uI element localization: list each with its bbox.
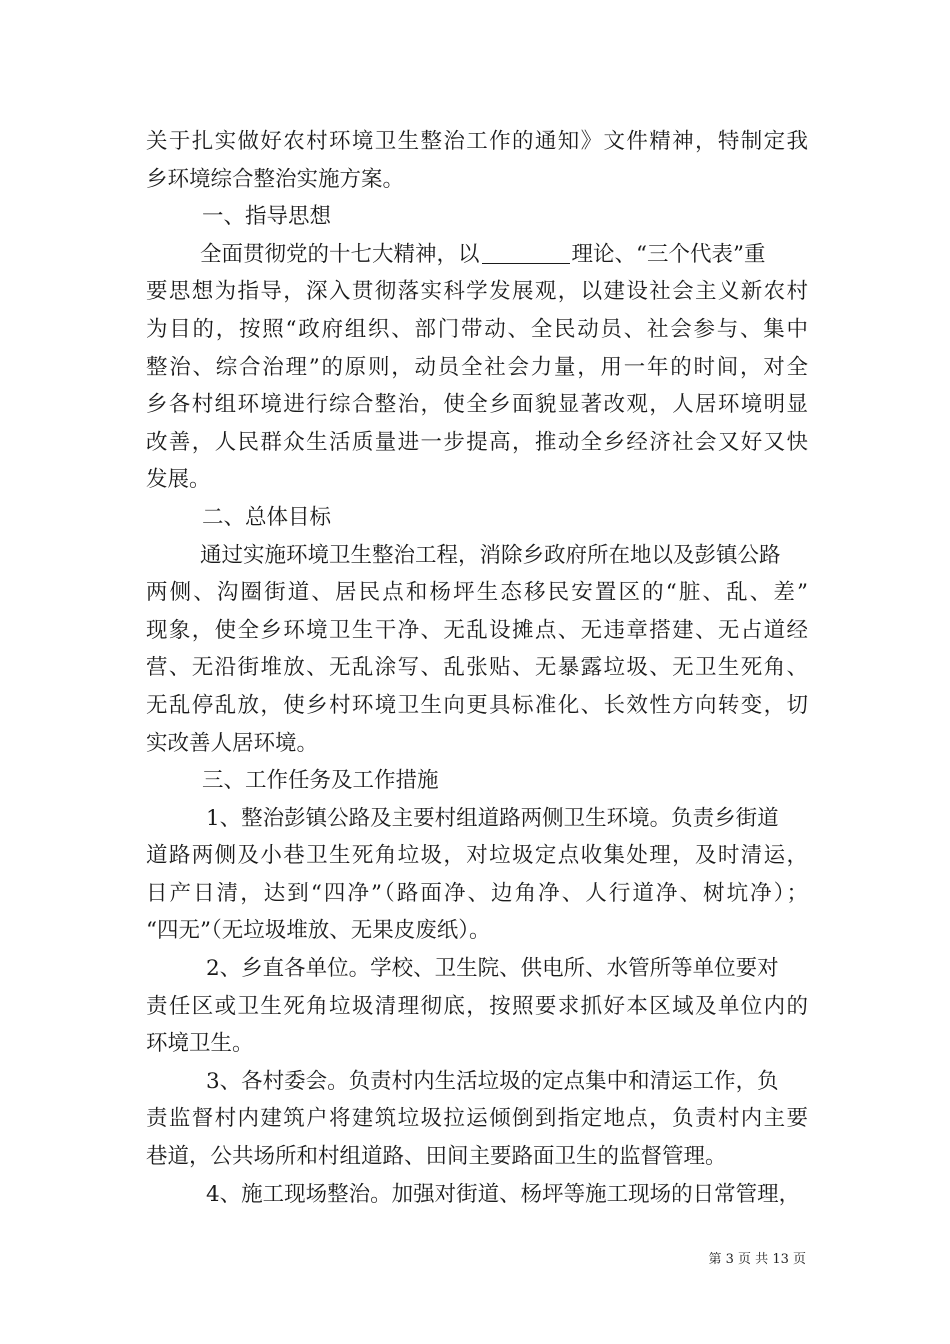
text-line: 乡各村组环境进行综合整治，使全乡面貌显著改观，人居环境明显 — [146, 392, 808, 418]
text-fragment: 理论、“三个代表”重 — [571, 241, 766, 267]
text-line: 实改善人居环境。 — [146, 730, 319, 756]
text-line: 1、整治彭镇公路及主要村组道路两侧卫生环境。负责乡街道 — [206, 805, 779, 831]
text-line: 巷道，公共场所和村组道路、田间主要路面卫生的监督管理。 — [146, 1144, 727, 1170]
section-heading: 一、指导思想 — [202, 204, 332, 230]
text-line: 改善，人民群众生活质量进一步提高，推动全乡经济社会又好又快 — [146, 429, 808, 455]
text-line: 营、无沿街堆放、无乱涂写、乱张贴、无暴露垃圾、无卫生死角、 — [146, 655, 808, 681]
document-body — [146, 123, 808, 1213]
text-line: 关于扎实做好农村环境卫生整治工作的通知》文件精神，特制定我 — [146, 129, 808, 154]
text-line: 责任区或卫生死角垃圾清理彻底，按照要求抓好本区域及单位内的 — [146, 993, 808, 1019]
text-line: 4、施工现场整治。加强对街道、杨坪等施工现场的日常管理， — [206, 1181, 801, 1207]
text-line: 责监督村内建筑户将建筑垃圾拉运倾倒到指定地点，负责村内主要 — [146, 1106, 808, 1132]
section-heading: 二、总体目标 — [202, 504, 332, 530]
text-line: 两侧、沟圈街道、居民点和杨坪生态移民安置区的“脏、乱、差” — [146, 580, 808, 606]
text-line: 整治、综合治理”的原则，动员全社会力量，用一年的时间，对全 — [146, 354, 808, 380]
text-line: 通过实施环境卫生整治工程，消除乡政府所在地以及彭镇公路 — [200, 542, 781, 568]
text-line: “四无”（无垃圾堆放、无果皮废纸）。 — [146, 918, 491, 944]
section-heading: 三、工作任务及工作措施 — [202, 768, 439, 794]
text-line: 发展。 — [146, 467, 211, 493]
text-line: 现象，使全乡环境卫生干净、无乱设摊点、无违章搭建、无占道经 — [146, 617, 808, 643]
text-line: 为目的，按照“政府组织、部门带动、全民动员、社会参与、集中 — [146, 316, 808, 342]
blank-underline — [482, 243, 570, 264]
text-fragment: 全面贯彻党的十七大精神，以 — [200, 241, 480, 267]
text-line: 要思想为指导，深入贯彻落实科学发展观，以建设社会主义新农村 — [146, 279, 808, 305]
text-line: 2、乡直各单位。学校、卫生院、供电所、水管所等单位要对 — [206, 956, 779, 982]
text-line: 日产日清，达到“四净”（路面净、边角净、人行道净、树坑净）； — [146, 880, 808, 906]
text-line — [146, 236, 808, 274]
text-line: 3、各村委会。负责村内生活垃圾的定点集中和清运工作，负 — [206, 1068, 779, 1094]
text-line: 环境卫生。 — [146, 1031, 254, 1057]
page-number: 第 3 页 共 13 页 — [708, 1252, 806, 1267]
text-line: 道路两侧及小巷卫生死角垃圾，对垃圾定点收集处理，及时清运， — [146, 843, 808, 869]
text-line: 乡环境综合整治实施方案。 — [146, 166, 405, 192]
text-line: 无乱停乱放，使乡村环境卫生向更具标准化、长效性方向转变，切 — [146, 692, 808, 718]
